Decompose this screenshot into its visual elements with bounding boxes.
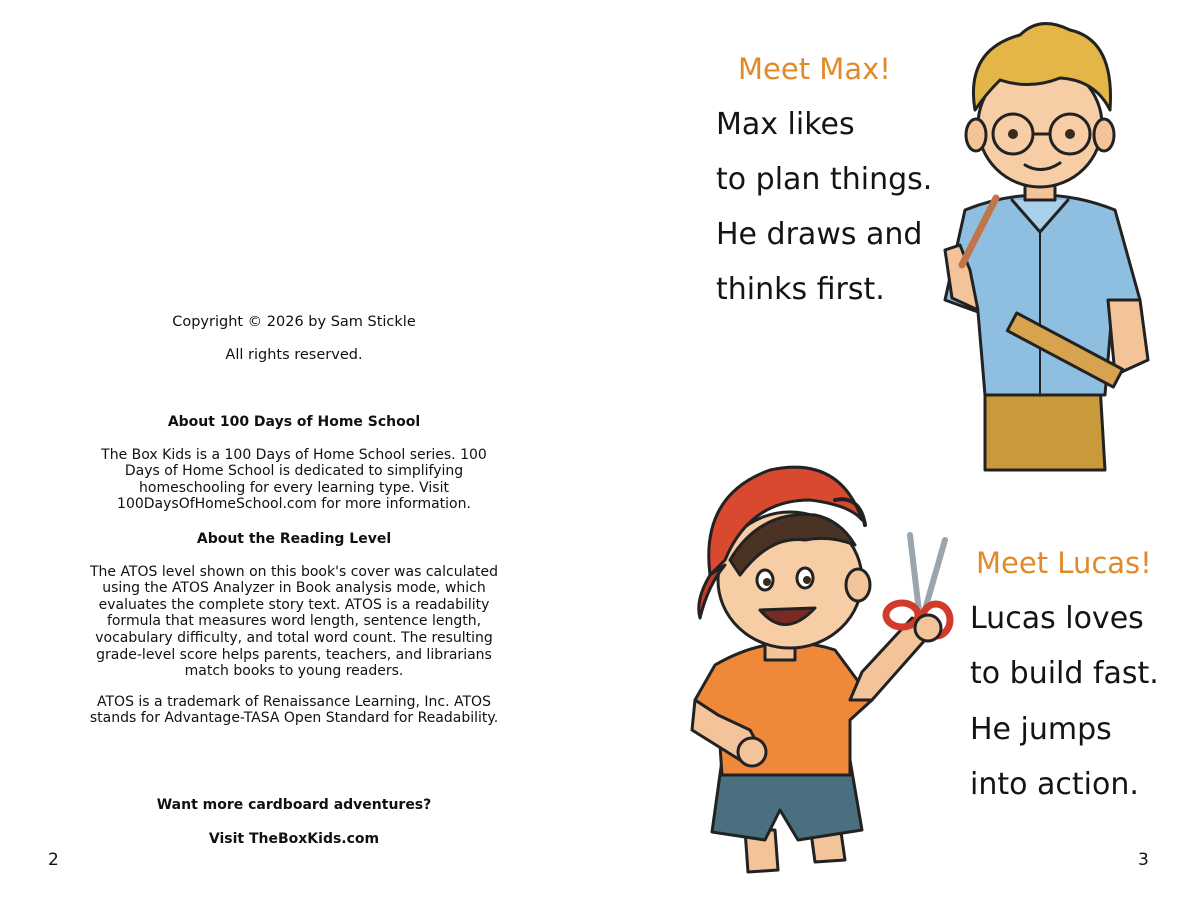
atos-trademark-text: ATOS is a trademark of Renaissance Learning, Inc. ATOS stands for Advantage-TASA Open Standard for Readability. bbox=[89, 693, 499, 727]
copyright-line: Copyright © 2026 by Sam Stickle bbox=[172, 314, 416, 330]
about-level-section bbox=[78, 531, 510, 727]
about-series-section bbox=[78, 414, 510, 513]
about-level-title: About the Reading Level bbox=[196, 531, 392, 547]
meet-max-title: Meet Max! bbox=[738, 52, 891, 86]
page-number-left: 2 bbox=[48, 850, 59, 870]
lucas-line-4: into action. bbox=[970, 767, 1139, 802]
about-level-text: The ATOS level shown on this book's cover was calculated using the ATOS Analyzer in Book analysis mode, which evaluates the complete story text. ATOS is a readability formula that measures word length, sentence length, vocabulary difficulty, and total word count. The resulting grade-level score helps parents, teachers, and librarians match books to young readers. bbox=[89, 563, 499, 680]
max-line-3: He draws and bbox=[716, 217, 923, 252]
lucas-illustration bbox=[600, 0, 1200, 900]
max-line-1: Max likes bbox=[716, 107, 855, 142]
page-number-right: 3 bbox=[1138, 850, 1149, 870]
meet-lucas-title: Meet Lucas! bbox=[976, 546, 1152, 580]
promo-question: Want more cardboard adventures? bbox=[156, 797, 432, 813]
promo-link[interactable]: Visit TheBoxKids.com bbox=[208, 831, 380, 847]
max-line-4: thinks first. bbox=[716, 272, 885, 307]
lucas-line-3: He jumps bbox=[970, 712, 1112, 747]
max-line-2: to plan things. bbox=[716, 162, 933, 197]
about-series-title: About 100 Days of Home School bbox=[167, 414, 421, 430]
lucas-line-1: Lucas loves bbox=[970, 601, 1144, 636]
lucas-line-2: to build fast. bbox=[970, 656, 1159, 691]
about-series-text: The Box Kids is a 100 Days of Home School series. 100 Days of Home School is dedicated to simplifying homeschooling for every learning type. Visit 100DaysOfHomeSchool.com for more information. bbox=[101, 446, 487, 513]
rights-line: All rights reserved. bbox=[225, 347, 363, 363]
right-page bbox=[600, 0, 1200, 900]
